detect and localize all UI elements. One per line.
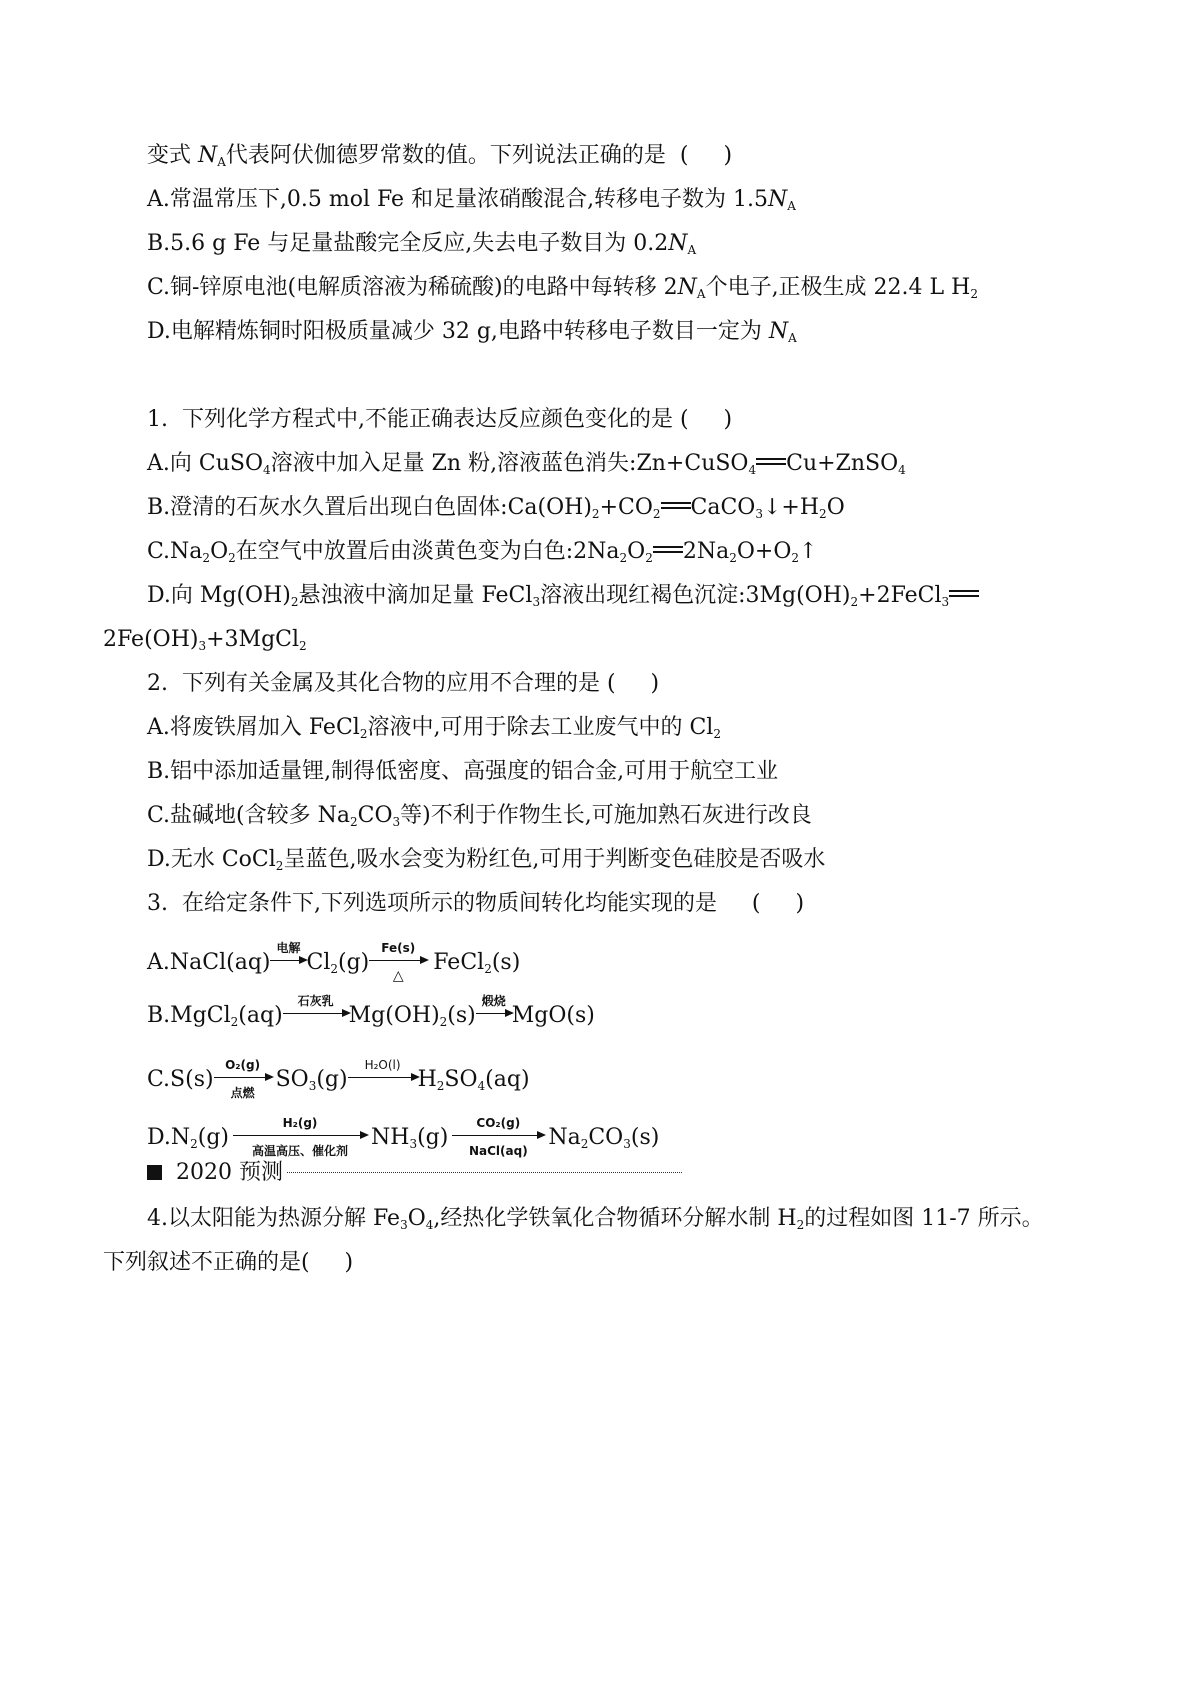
section-heading [147,1158,682,1188]
q3-stem: 3. 在给定条件下,下列选项所示的物质间转化均能实现的是 ( ) [147,891,805,916]
q1-stem: 1. 下列化学方程式中,不能正确表达反应颜色变化的是 ( ) [147,407,733,432]
q3-option-a: A.NaCl(aq) 电解 $Cl_2(g)$ Fe(s) △ FeCl$_2$(s) [147,941,521,984]
q2-option-a: A.将废铁屑加入 FeCl$_2$溶液中,可用于除去工业废气中的 $Cl_2$ [147,715,721,741]
arrow-electrolysis: 电解 [270,943,306,983]
arrow-h2o: H₂O(l) [348,1060,418,1100]
q2-stem: 2. 下列有关金属及其化合物的应用不合理的是 ( ) [147,671,660,696]
arrow-lime-milk: 石灰乳 [283,996,349,1036]
q1-option-d: D.向 $Mg(OH)_2$悬浊液中滴加足量 FeCl$_3$溶液出现红褐色沉淀$:3Mg(OH)_2+2FeCl_3$ [147,581,979,611]
square-bullet-icon [147,1165,162,1180]
variant-stem: 变式 $N_A$代表阿伏伽德罗常数的值。下列说法正确的是 ( ) [147,143,733,169]
q2-option-d: D.无水 CoCl$_2$呈蓝色,吸水会变为粉红色,可用于判断变色硅胶是否吸水 [147,847,826,873]
arrow-co2-nacl: CO₂(g) NaCl(aq) [452,1118,544,1158]
q1-option-d-cont: $2Fe(OH)_3+3MgCl_2$ [103,627,307,653]
section-title: 2020 预测 [176,1160,283,1185]
q4-stem: 4.以太阳能为热源分解 $Fe_3O_4$,经热化学铁氧化合物循环分解水制 $H_2$的过程如图 11-7 所示。 [147,1206,1044,1232]
dotted-rule [287,1172,682,1173]
q2-option-b: B.铝中添加适量锂,制得低密度、高强度的铝合金,可用于航空工业 [147,759,779,784]
q1-option-a: A.向 CuSO$_4$溶液中加入足量 Zn 粉,溶液蓝色消失:Zn+CuSO$_4$ Cu+ZnSO$_4$ [147,451,906,477]
arrow-o2-ignite: O₂(g) 点燃 [214,1060,272,1100]
q4-stem-cont: 下列叙述不正确的是( ) [103,1250,354,1275]
q2-option-c: C.盐碱地(含较多 $Na_2CO_3$等)不利于作物生长,可施加熟石灰进行改良 [147,803,812,829]
q1-option-c: $C.Na_2O_2$在空气中放置后由淡黄色变为白色$:2Na_2O_2$ $2Na_2O+O_2↑$ [147,539,818,565]
variant-option-a: A.常温常压下,0.5 mol Fe 和足量浓硝酸混合,转移电子数为 $1.5N_A$ [147,187,796,213]
arrow-fe-heat: Fe(s) △ [369,943,427,983]
q3-option-c: C.S(s) O₂(g) 点燃 $SO_3(g)$ H₂O(l) $H_2SO_4(aq)$ [147,1058,530,1100]
q1-option-b: B.澄清的石灰水久置后出现白色固体$:Ca(OH)_2+CO_2$ $CaCO_3↓+H_2O$ [147,495,845,521]
variant-option-b: B.5.6 g Fe 与足量盐酸完全反应,失去电子数目为 $0.2N_A$ [147,231,697,257]
q3-option-d: $D.N_2(g)$ H₂(g) 高温高压、催化剂 $NH_3(g)$ CO₂(g) NaCl(aq) $Na_2CO_3(s)$ [147,1116,660,1158]
arrow-calcine: 煅烧 [476,996,512,1036]
arrow-h2-catalyst: H₂(g) 高温高压、催化剂 [233,1118,367,1158]
variant-option-d: D.电解精炼铜时阳极质量减少 32 g,电路中转移电子数目一定为 $N_A$ [147,319,797,345]
variant-option-c: C.铜-锌原电池(电解质溶液为稀硫酸)的电路中每转移 $2N_A$个电子,正极生成 22.4 L $H_2$ [147,275,978,301]
q3-option-b: B.MgCl$_2$(aq) 石灰乳 $Mg(OH)_2(s)$ 煅烧 MgO(s) [147,996,595,1036]
